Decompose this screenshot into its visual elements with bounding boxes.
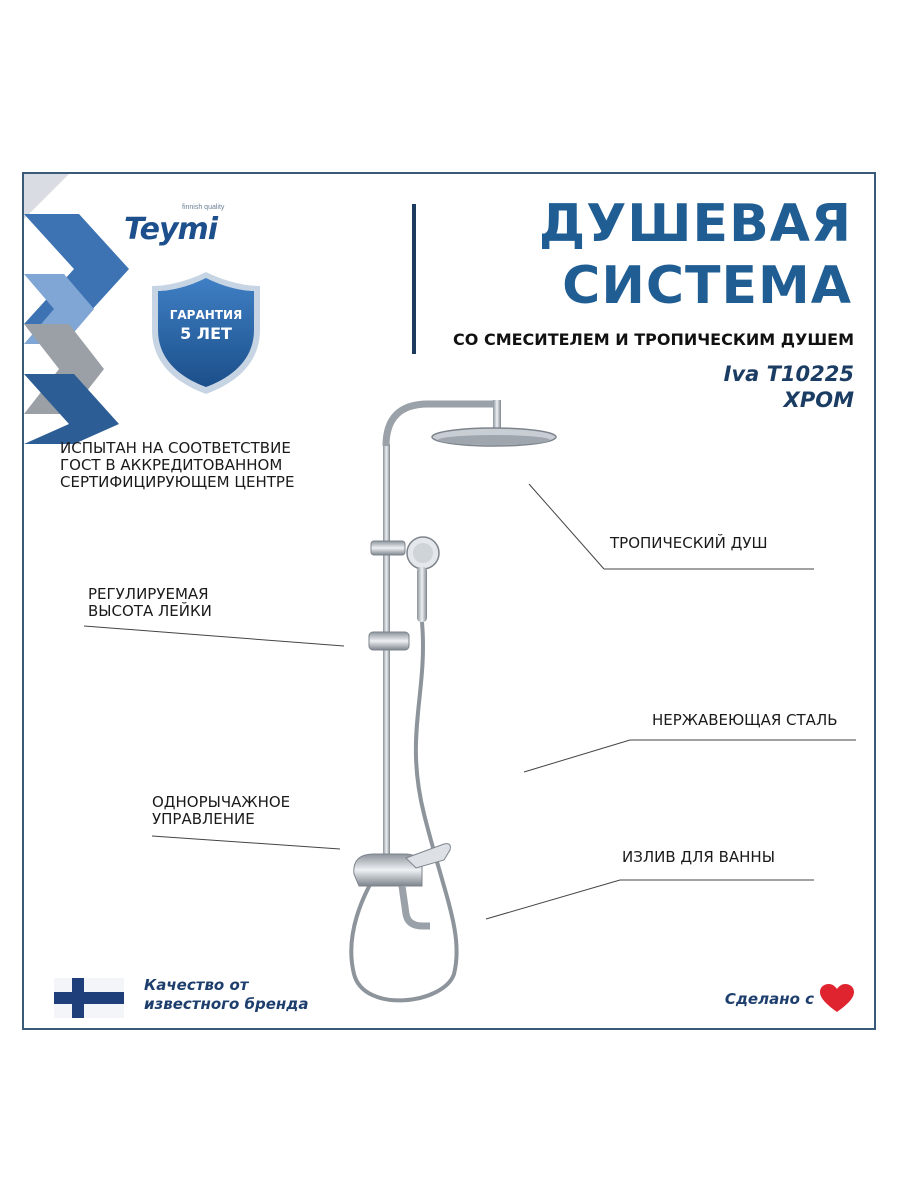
brand-logo: Teymi xyxy=(124,212,218,247)
quality-note: Качество от известного бренда xyxy=(144,976,309,1013)
height-slider xyxy=(369,632,409,650)
shower-hose xyxy=(351,622,456,1000)
mixer-lever xyxy=(406,844,450,868)
heart-icon xyxy=(820,984,854,1014)
bath-spout xyxy=(402,886,430,926)
finland-flag-icon xyxy=(54,978,124,1018)
callout-bath-spout: ИЗЛИВ ДЛЯ ВАННЫ xyxy=(622,848,775,866)
warranty-line1: ГАРАНТИЯ xyxy=(169,308,243,322)
product-card xyxy=(22,172,876,1030)
callout-tropical-shower: ТРОПИЧЕСКИЙ ДУШ xyxy=(610,534,768,552)
model-name: Iva T10225 xyxy=(723,362,854,386)
made-with-label: Сделано с xyxy=(724,990,814,1008)
title-line1: ДУШЕВАЯ xyxy=(538,194,852,254)
riser-pipe xyxy=(383,444,390,882)
brand-tagline: finnish quality xyxy=(182,204,225,211)
warranty-line2: 5 ЛЕТ xyxy=(180,324,232,343)
callout-adjustable-height: РЕГУЛИРУЕМАЯ ВЫСОТА ЛЕЙКИ xyxy=(88,585,212,620)
model-finish: ХРОМ xyxy=(783,388,854,412)
callout-single-lever: ОДНОРЫЧАЖНОЕ УПРАВЛЕНИЕ xyxy=(152,793,291,828)
title-subtitle: СО СМЕСИТЕЛЕМ И ТРОПИЧЕСКИМ ДУШЕМ xyxy=(453,330,854,349)
hand-shower-handle xyxy=(417,567,427,622)
callout-stainless-steel: НЕРЖАВЕЮЩАЯ СТАЛЬ xyxy=(652,711,838,729)
certification-note: ИСПЫТАН НА СООТВЕТСТВИЕ ГОСТ В АККРЕДИТОВАННОМ СЕРТИФИЦИРУЮЩЕМ ЦЕНТРЕ xyxy=(60,439,295,491)
title-line2: СИСТЕМА xyxy=(562,256,852,316)
